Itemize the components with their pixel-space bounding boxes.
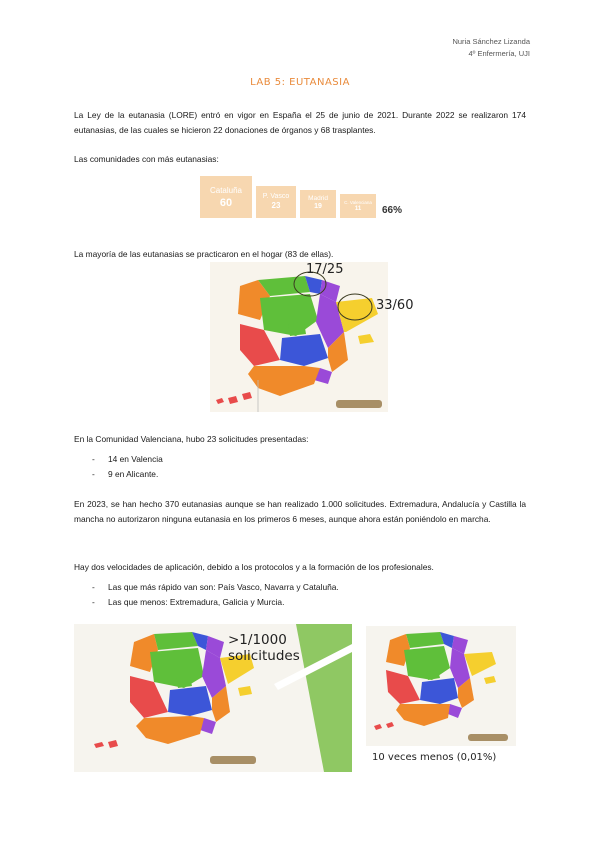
map-source-seal [468,734,508,741]
list-item: - Las que más rápido van son: País Vasco, Navarra y Cataluña. [74,580,526,595]
bar-cataluna [200,176,252,218]
region-castilla-mancha [168,686,212,716]
region-canarias-3 [242,392,252,400]
region-andalucia [396,704,450,726]
region-canarias-1 [94,742,104,748]
paragraph-intro: La Ley de la eutanasia (LORE) entró en vigor en España el 25 de junio de 2021. Durante 2022 se realizaron 174 eutanasias, de las cuales se hicieron 22 donaciones de órganos y 68 trasplantes. [74,110,526,135]
region-asturias [406,632,444,648]
speeds-list [74,580,526,610]
list-item: - 9 en Alicante. [74,467,526,482]
bars-percent: 66% [382,205,403,216]
region-andalucia [136,716,204,744]
bar-cvalenciana-value: 11 [354,206,362,212]
valencia-list [74,452,526,482]
bar-cataluna-name: Cataluña [209,186,243,195]
region-madrid [288,322,306,336]
bar-pvasco-value: 23 [271,201,281,210]
spain-map-3-svg [366,626,516,746]
region-asturias [154,632,198,650]
paragraph-communities: Las comunidades con más eutanasias: [74,154,219,164]
map-source-seal [210,756,256,764]
region-andalucia [248,366,320,396]
list-item: - Las que menos: Extremadura, Galicia y Murcia. [74,595,526,610]
region-canarias-2 [108,740,118,748]
region-canarias-1 [374,724,382,730]
region-murcia [448,704,462,718]
map-source-seal [336,400,382,408]
bar-madrid-value: 19 [314,203,322,210]
bar-madrid-name: Madrid [308,195,328,202]
list-item: - 14 en Valencia [74,452,526,467]
paragraph-2023: En 2023, se han hecho 370 eutanasias aunque se han realizado 1.000 solicitudes. Extremadura, Andalucía y Castilla la mancha no autorizaron ninguna eutanasia en los primeros 6 meses, aunque ahora están poniéndolo en marcha. [74,499,526,524]
bar-madrid [300,190,336,218]
region-castilla-mancha [420,678,458,704]
course-name: 4º Enfermería, UJI [468,49,530,58]
paragraph-valencia: En la Comunidad Valenciana, hubo 23 solicitudes presentadas: [74,434,309,444]
map3-label: 10 veces menos (0,01%) [372,752,497,763]
page-title: LAB 5: EUTANASIA [250,77,350,88]
region-canarias-1 [216,398,224,404]
bar-pvasco-name: P. Vasco [262,193,290,200]
bar-cataluna-value: 60 [219,197,233,209]
map2-label: >1/1000 solicitudes [228,632,300,664]
spain-map-2 [74,624,352,772]
header-info [452,36,530,60]
spain-map-1-svg [210,262,388,412]
bar-cvalenciana [340,194,376,218]
region-baleares [484,676,496,684]
map1-label-a: 17/25 [306,262,344,277]
region-canarias-2 [386,722,394,728]
bar-cvalenciana-name: C. Valenciana [344,200,372,205]
region-canarias-2 [228,396,238,404]
paragraph-home: La mayoría de las eutanasias se practicaron en el hogar (83 de ellas). [74,249,334,259]
region-madrid [176,676,192,688]
region-cataluna [464,652,496,676]
region-baleares [238,686,252,696]
paragraph-speeds: Hay dos velocidades de aplicación, debido a los protocolos y a la formación de los profesionales. [74,562,434,572]
author-name: Nuria Sánchez Lizanda [452,37,530,46]
region-castilla-mancha [280,334,328,366]
spain-map-1 [210,262,414,412]
bar-pvasco [256,186,296,218]
region-baleares [358,334,374,344]
map1-label-b: 33/60 [376,298,414,313]
spain-map-3 [366,626,516,746]
